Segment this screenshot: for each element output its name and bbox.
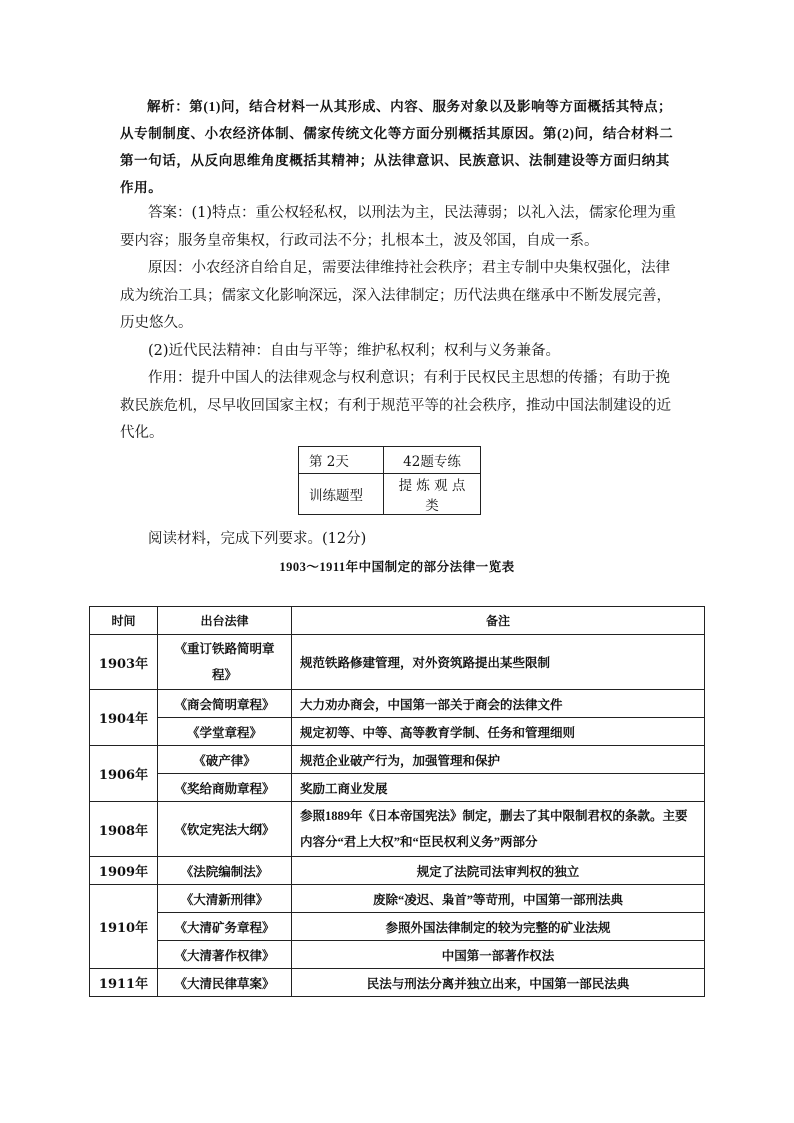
- law-cell: 《法院编制法》: [158, 857, 292, 885]
- note-cell: 规定了法院司法审判权的独立: [292, 857, 705, 885]
- law-cell: 《学堂章程》: [158, 718, 292, 746]
- law-cell: 《大清民律草案》: [158, 969, 292, 997]
- analysis-paragraph: [120, 93, 680, 201]
- note-cell: 中国第一部著作权法: [292, 941, 705, 969]
- law-cell: 《重订铁路简明章程》: [158, 635, 292, 690]
- note-cell: 规范铁路修建管理，对外资筑路提出某些限制: [292, 635, 705, 690]
- year-cell: 1903年: [90, 635, 158, 690]
- law-cell: 《大清著作权律》: [158, 941, 292, 969]
- note-cell: 参照外国法律制定的较为完整的矿业法规: [292, 913, 705, 941]
- exercise-tag-table: [298, 446, 481, 515]
- tag-day: 第 2天: [299, 447, 384, 474]
- table-caption: 1903～1911年中国制定的部分法律一览表: [279, 560, 515, 574]
- table-row: [90, 941, 705, 969]
- table-row: [90, 969, 705, 997]
- law-cell: 《大清矿务章程》: [158, 913, 292, 941]
- note-cell: 民法与刑法分离并独立出来，中国第一部民法典: [292, 969, 705, 997]
- tag-topic: 42题专练: [384, 447, 481, 474]
- answer-section: [120, 200, 680, 448]
- header-note: 备注: [292, 607, 705, 635]
- note-cell: 大力劝办商会，中国第一部关于商会的法律文件: [292, 690, 705, 718]
- header-law: 出台法律: [158, 607, 292, 635]
- tag-type-value: 提 炼 观 点 类: [384, 474, 481, 515]
- table-row: [90, 885, 705, 913]
- table-row: [90, 718, 705, 746]
- law-table-header-row: [90, 607, 705, 635]
- answer-paragraph-1: 答案：(1)特点：重公权轻私权，以刑法为主，民法薄弱；以礼入法，儒家伦理为重要内容；服务皇帝集权，行政司法不分；扎根本土，波及邻国，自成一系。: [120, 205, 677, 249]
- year-cell: 1909年: [90, 857, 158, 885]
- law-cell: 《钦定宪法大纲》: [158, 802, 292, 857]
- year-cell: 1911年: [90, 969, 158, 997]
- year-cell: 1904年: [90, 690, 158, 746]
- header-time: 时间: [90, 607, 158, 635]
- question-prompt: 阅读材料，完成下列要求。(12分): [148, 531, 367, 547]
- answer-paragraph-2: 原因：小农经济自给自足，需要法律维持社会秩序；君主专制中央集权强化，法律成为统治工具；儒家文化影响深远，深入法律制定；历代法典在继承中不断发展完善，历史悠久。: [120, 260, 671, 331]
- table-row: [90, 774, 705, 802]
- law-cell: 《商会简明章程》: [158, 690, 292, 718]
- table-row: [90, 746, 705, 774]
- tag-type-label: 训练题型: [299, 474, 384, 515]
- note-cell: 规定初等、中等、高等教育学制、任务和管理细则: [292, 718, 705, 746]
- law-cell: 《奖给商勋章程》: [158, 774, 292, 802]
- year-cell: 1906年: [90, 746, 158, 802]
- table-row: [90, 635, 705, 690]
- law-cell: 《大清新刑律》: [158, 885, 292, 913]
- table-row: [90, 913, 705, 941]
- law-cell: 《破产律》: [158, 746, 292, 774]
- answer-paragraph-3: (2)近代民法精神：自由与平等；维护私权利；权利与义务兼备。: [148, 342, 561, 359]
- table-row: [90, 857, 705, 885]
- note-cell: 废除“凌迟、枭首”等苛刑，中国第一部刑法典: [292, 885, 705, 913]
- law-table: [89, 606, 705, 997]
- year-cell: 1910年: [90, 885, 158, 969]
- note-cell: 规范企业破产行为，加强管理和保护: [292, 746, 705, 774]
- table-row: [90, 690, 705, 718]
- note-cell: 奖励工商业发展: [292, 774, 705, 802]
- year-cell: 1908年: [90, 802, 158, 857]
- table-row: [90, 802, 705, 857]
- answer-paragraph-4: 作用：提升中国人的法律观念与权利意识；有利于民权民主思想的传播；有助于挽救民族危机，尽早收回国家主权；有利于规范平等的社会秩序，推动中国法制建设的近代化。: [120, 370, 671, 441]
- note-cell: 参照1889年《日本帝国宪法》制定，删去了其中限制君权的条款。主要内容分“君上大权”和“臣民权利义务”两部分: [292, 802, 705, 857]
- analysis-text: 解析：第(1)问，结合材料一从其形成、内容、服务对象以及影响等方面概括其特点；从专制制度、小农经济体制、儒家传统文化等方面分别概括其原因。第(2)问，结合材料二第一句话，从反向思维角度概括其精神；从法律意识、民族意识、法制建设等方面归纳其作用。: [120, 99, 674, 195]
